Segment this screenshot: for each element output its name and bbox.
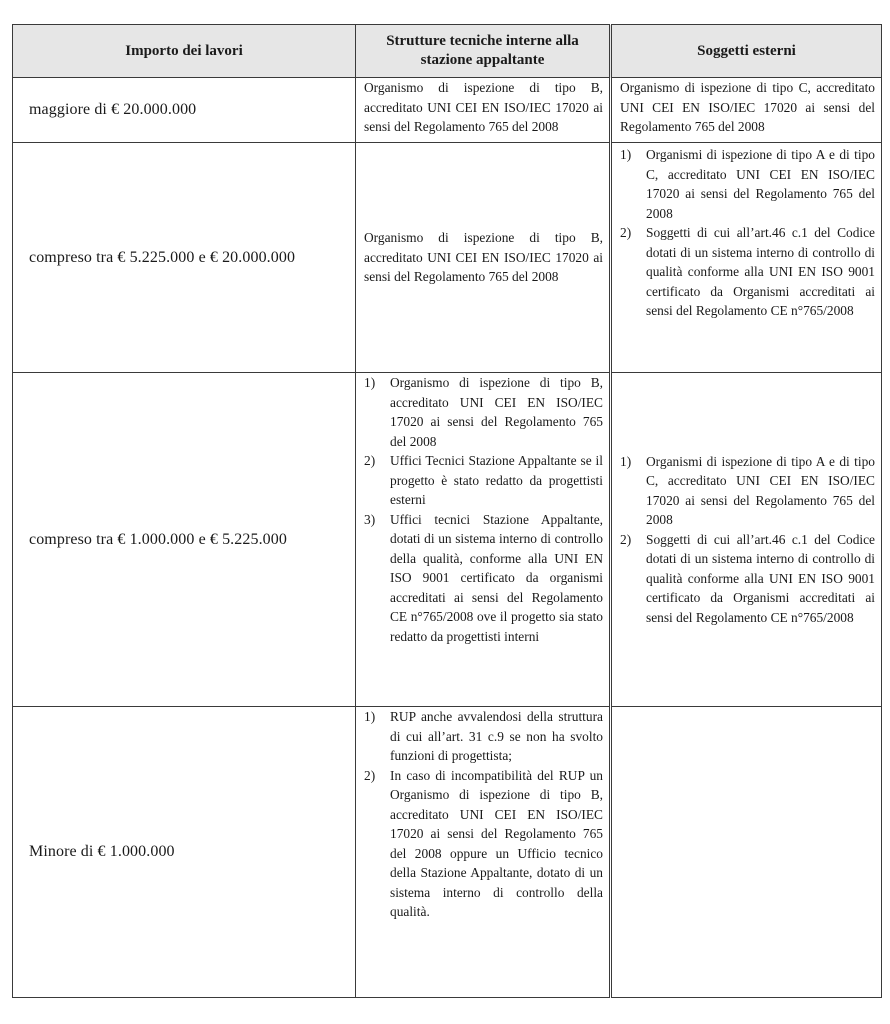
table-row xyxy=(13,78,882,143)
esterni-text: Organismo di ispezione di tipo C, accreditato UNI CEI EN ISO/IEC 17020 ai sensi del Regolamento 765 del 2008 xyxy=(620,80,875,134)
esterni-cell xyxy=(611,143,882,373)
interne-text: Organismo di ispezione di tipo B, accreditato UNI CEI EN ISO/IEC 17020 ai sensi del Regolamento 765 del 2008 xyxy=(364,230,603,285)
interne-cell xyxy=(356,707,611,998)
list-item: 3) Uffici tecnici Stazione Appaltante, dotati di un sistema interno di controllo della qualità, conforme alla UNI EN ISO 9001 certificato da organismi accreditati ai sensi del Regolamento CE n°765/2008 ove il progetto sia stato redatto da progettisti interni xyxy=(364,511,603,644)
esterni-cell xyxy=(611,373,882,707)
interne-list xyxy=(356,373,609,646)
esterni-list xyxy=(612,145,881,321)
list-item: 1) Organismo di ispezione di tipo B, accreditato UNI CEI EN ISO/IEC 17020 ai sensi del Regolamento 765 del 2008 xyxy=(364,375,603,449)
esterni-cell xyxy=(611,78,882,143)
header-importo: Importo dei lavori xyxy=(13,25,356,78)
interne-list xyxy=(356,707,609,922)
table-row xyxy=(13,707,882,998)
interne-cell xyxy=(356,143,611,373)
importo-cell: maggiore di € 20.000.000 xyxy=(13,78,356,143)
esterni-list xyxy=(612,452,881,628)
interne-cell xyxy=(356,78,611,143)
importo-cell: Minore di € 1.000.000 xyxy=(13,707,356,998)
list-item: 2) Soggetti di cui all’art.46 c.1 del Codice dotati di un sistema interno di controllo di qualità conforme alla UNI EN ISO 9001 certificato da Organismi accreditati ai sensi del Regolamento CE n°765/2008 xyxy=(620,531,875,625)
list-item: 1) Organismi di ispezione di tipo A e di tipo C, accreditato UNI CEI EN ISO/IEC 17020 ai sensi del Regolamento 765 del 2008 xyxy=(620,147,875,221)
importo-cell: compreso tra € 5.225.000 e € 20.000.000 xyxy=(13,143,356,373)
interne-cell xyxy=(356,373,611,707)
header-strutture-interne: Strutture tecniche interne alla stazione appaltante xyxy=(356,25,611,78)
list-item: 2) Soggetti di cui all’art.46 c.1 del Codice dotati di un sistema interno di controllo di qualità conforme alla UNI EN ISO 9001 certificato da Organismi accreditati ai sensi del Regolamento CE n°765/2008 xyxy=(620,225,875,318)
list-item: 1) RUP anche avvalendosi della struttura di cui all’art. 31 c.9 se non ha svolto funzioni di progettista; xyxy=(364,709,603,763)
esterni-cell xyxy=(611,707,882,998)
interne-text: Organismo di ispezione di tipo B, accreditato UNI CEI EN ISO/IEC 17020 ai sensi del Regolamento 765 del 2008 xyxy=(364,80,603,134)
document-page xyxy=(12,24,881,998)
importo-cell: compreso tra € 1.000.000 e € 5.225.000 xyxy=(13,373,356,707)
list-item: 2) Uffici Tecnici Stazione Appaltante se il progetto è stato redatto da progettisti esterni xyxy=(364,453,603,507)
table-row xyxy=(13,373,882,707)
table-header-row xyxy=(13,25,882,78)
header-soggetti-esterni: Soggetti esterni xyxy=(611,25,882,78)
requirements-table xyxy=(12,24,882,998)
list-item: 2) In caso di incompatibilità del RUP un Organismo di ispezione di tipo B, accreditato UNI CEI EN ISO/IEC 17020 ai sensi del Regolamento 765 del 2008 oppure un Ufficio tecnico della Stazione Appaltante, dotato di un sistema interno di controllo della qualità. xyxy=(364,767,603,919)
list-item: 1) Organismi di ispezione di tipo A e di tipo C, accreditato UNI CEI EN ISO/IEC 17020 ai sensi del Regolamento 765 del 2008 xyxy=(620,453,875,528)
table-row xyxy=(13,143,882,373)
